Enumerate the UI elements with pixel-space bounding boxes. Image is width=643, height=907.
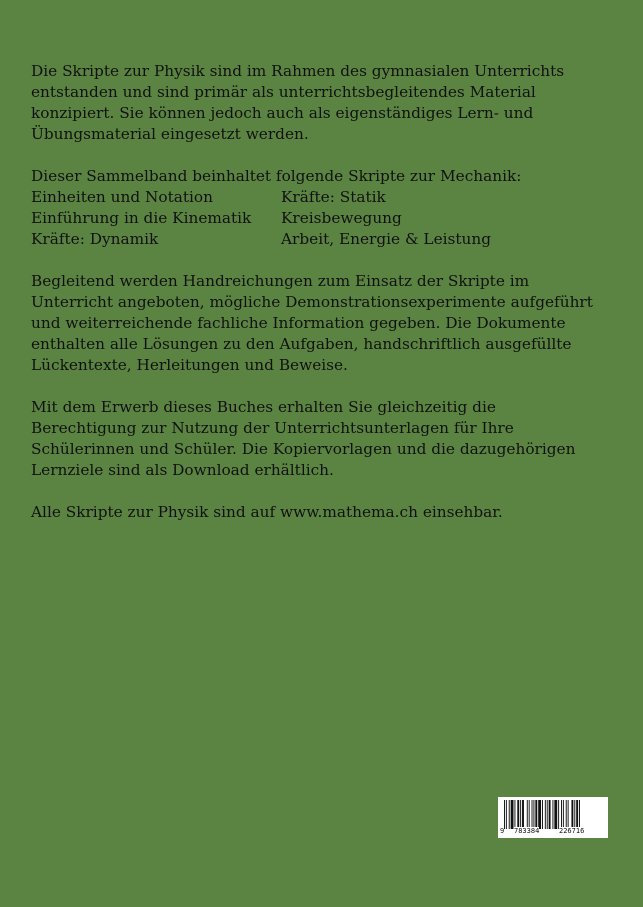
barcode-numbers: [498, 797, 608, 838]
barcode-group-right: 226716: [559, 827, 585, 835]
script-list-item: Kräfte: Dynamik: [31, 230, 159, 248]
accompanying-paragraph: Begleitend werden Handreichungen zum Einsatz der Skripte im Unterricht angeboten, mögliche Demonstrationsexperimente aufgeführt und weiterreichende fachliche Information gegeben. Die Dokumente enthalten alle Lösungen zu den Aufgaben, handschriftlich ausgefüllte Lückentexte, Herleitungen und Beweise.: [31, 272, 593, 374]
script-list-item: Einheiten und Notation: [31, 188, 213, 206]
isbn-barcode: [498, 797, 608, 838]
script-list-item: Kräfte: Statik: [281, 188, 386, 206]
website-paragraph: Alle Skripte zur Physik sind auf www.mathema.ch einsehbar.: [31, 503, 503, 521]
script-list: [31, 187, 606, 250]
script-list-item: Einführung in die Kinematik: [31, 209, 252, 227]
back-cover-text: [31, 61, 606, 544]
list-intro: Dieser Sammelband beinhaltet folgende Skripte zur Mechanik:: [31, 167, 522, 185]
barcode-group-left: 783384: [514, 827, 540, 835]
barcode-digit-first: 9: [500, 827, 505, 835]
script-list-item: Kreisbewegung: [281, 209, 402, 227]
script-list-item: Arbeit, Energie & Leistung: [281, 230, 492, 248]
purchase-paragraph: Mit dem Erwerb dieses Buches erhalten Sie gleichzeitig die Berechtigung zur Nutzung der Unterrichtsunterlagen für Ihre Schülerinnen und Schüler. Die Kopiervorlagen und die dazugehörigen Lernziele sind als Download erhältlich.: [31, 398, 576, 479]
intro-paragraph: Die Skripte zur Physik sind im Rahmen des gymnasialen Unterrichts entstanden und sind primär als unterrichtsbegleitendes Material konzipiert. Sie können jedoch auch als eigenständiges Lern- und Übungsmaterial eingesetzt werden.: [31, 62, 565, 143]
